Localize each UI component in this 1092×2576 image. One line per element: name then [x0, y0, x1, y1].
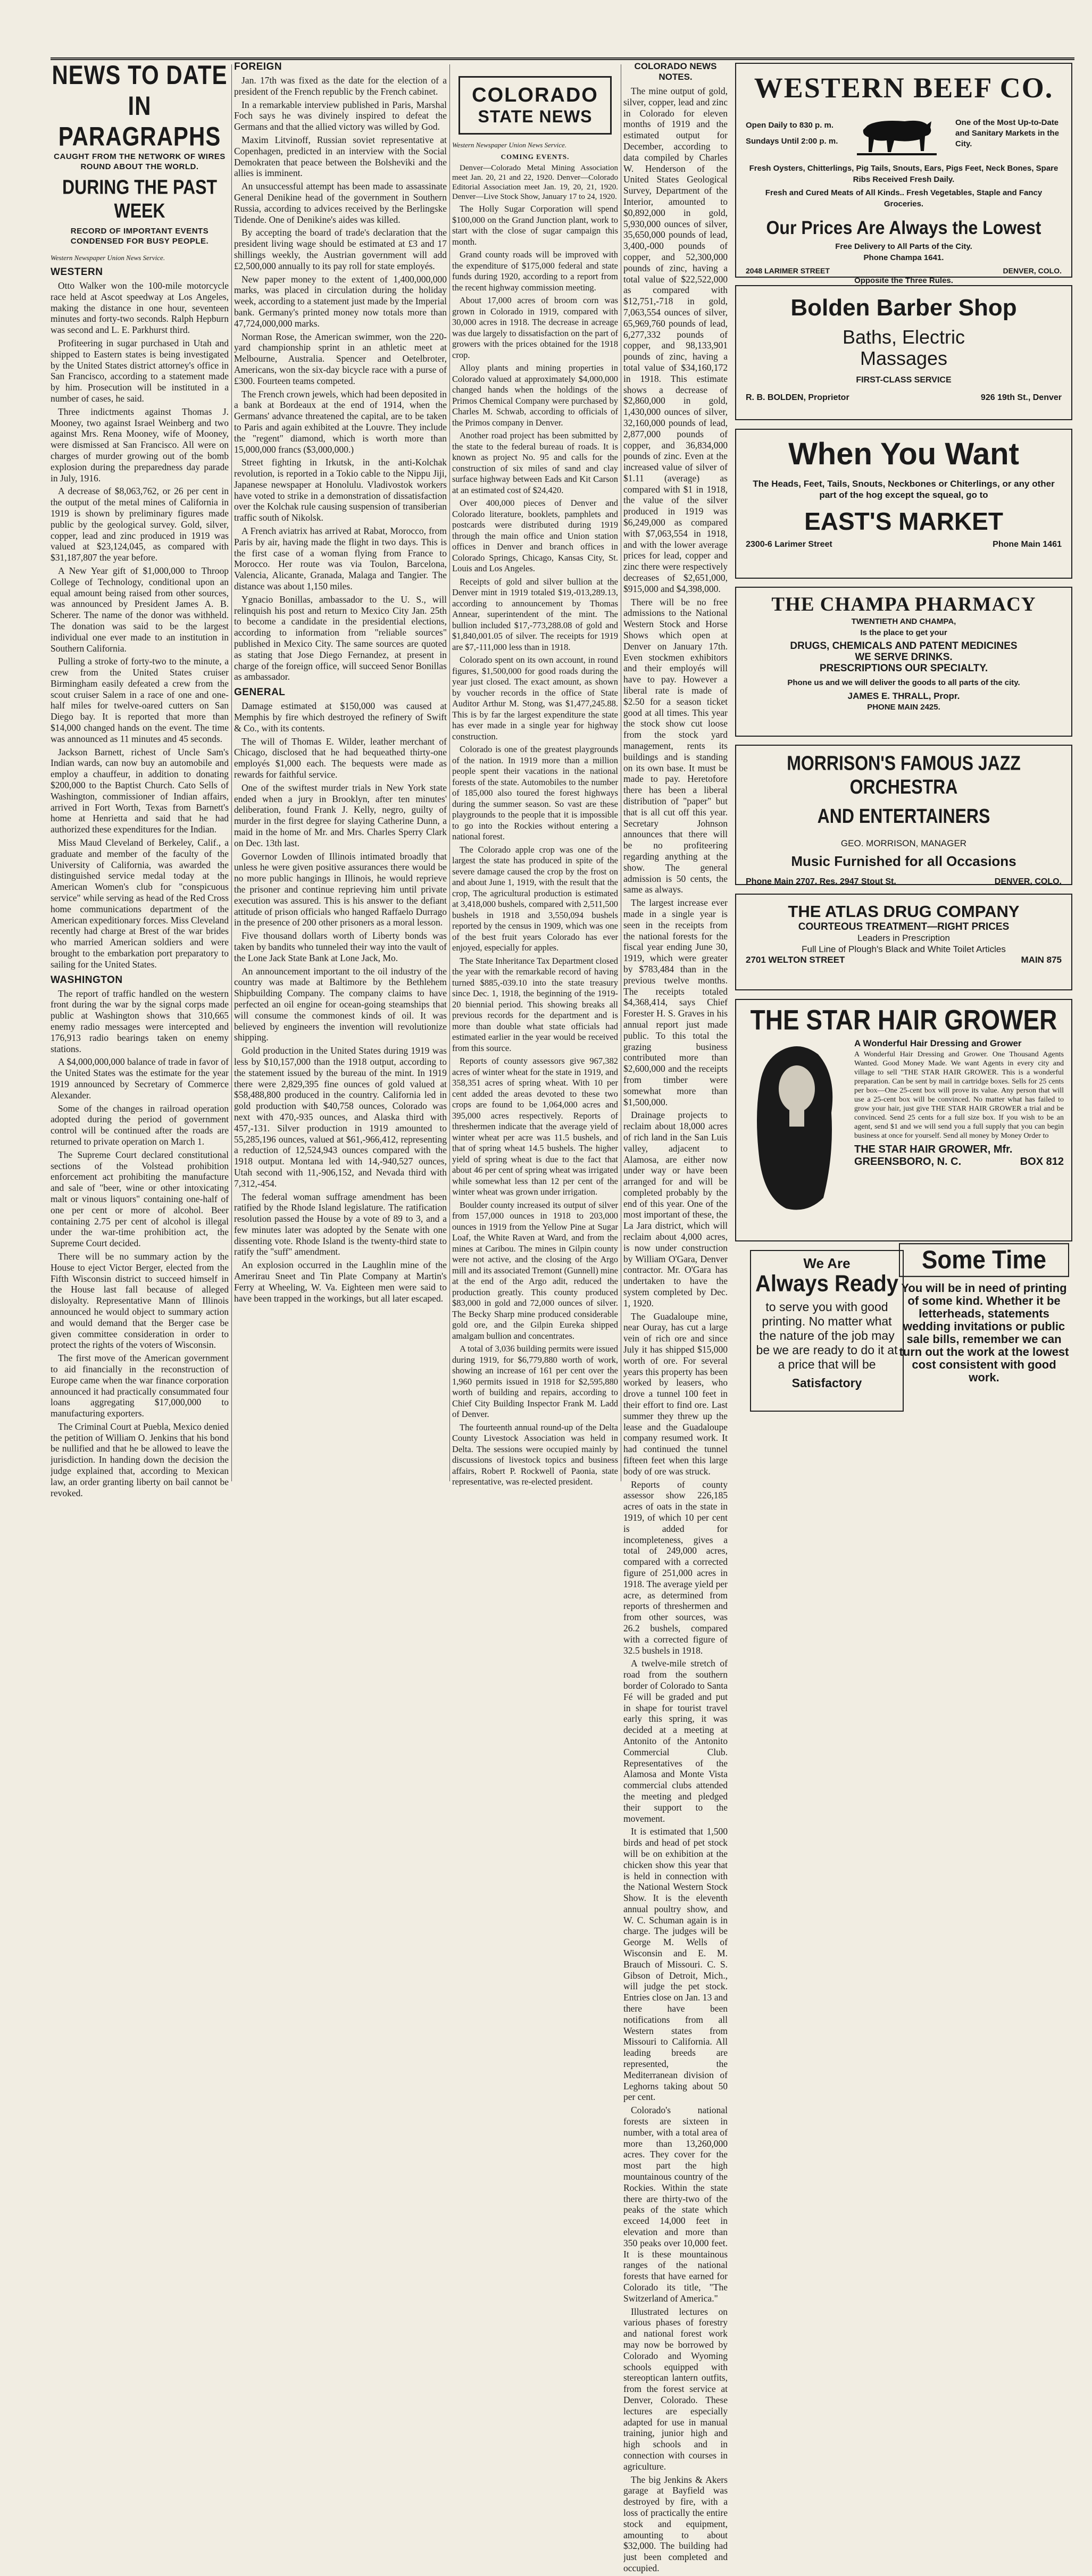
paragraph: Colorado spent on its own account, in round figures, $1,500,000 for good roads during the year just closed. The exact amount, as shown by voucher records in the office of State Auditor Arthur M. Stong, was $1,477,245.88. This is by far the largest expenditure the state has ever made in a single year for highway construction.: [452, 655, 618, 741]
morrison-music: Music Furnished for all Occasions: [791, 853, 1016, 869]
morrison-phone: Phone Main 2707. Res. 2947 Stout St.: [746, 877, 896, 886]
paragraph: Otto Walker won the 100-mile motorcycle race held at Ascot speedway at Los Angeles, making the distance in one hour, seventeen minutes and forty-two seconds. Ralph Hepburn was second and L. E. Parkhurst third.: [51, 280, 229, 336]
paragraph: Grand county roads will be improved with the expenditure of $175,000 federal and state funds during 1920, according to a report from the recent highway commission meeting.: [452, 249, 618, 293]
morrison-title: MORRISON'S FAMOUS JAZZ ORCHESTRA: [787, 751, 1021, 798]
box-title-colorado: COLORADO: [472, 84, 598, 106]
paragraph: Gold production in the United States during 1919 was less by $10,157,000 than the 1918 output, according to the statement issued by the bureau of the mint. In 1919 there were 2,829,395 fine ounces of gold valued at $58,488,800 produced in the country. California led in gold production with $40,758 ounces, Colorado was next with 470,-935 ounces, and Alaska third with 457,-131. Silver production in 1919 amounted to 55,285,196 ounces, valued at $61,-966,412, representing a reduction of 12,524,943 ounces compared with the 1918 output. Montana led with 14,-940,527 ounces, Utah second with 11,-906,152, and Nevada third with 7,312,-454.: [234, 1045, 447, 1189]
star-body: A Wonderful Hair Dressing and Grower. One Thousand Agents Wanted. Good Money Made. We want Agents in every city and village to sell "THE STAR HAIR GROWER. This is a wonderful preparation. Can be sent by mail in cartridge boxes. Sells for 25 cents per box—One 25-cent box will prove its value. Any person that will use a 25-cent box will be convinced. No matter what has failed to grow your hair, just give THE STAR HAIR GROWER a trial and be convinced. Send 25 cents for a full size box. If you wish to be an agent, send $1 and we will send you a full supply that you can begin business at once for yourself. Send all money by Money Order to: [854, 1051, 1064, 1140]
ready-satisfactory: Satisfactory: [791, 1376, 862, 1390]
time-title: Some Time: [899, 1243, 1069, 1277]
east-name: EAST'S MARKET: [804, 507, 1003, 535]
champa-sub: TWENTIETH AND CHAMPA,: [851, 617, 956, 626]
paragraph: A twelve-mile stretch of road from the southern border of Colorado to Santa Fé will be graded and put in shape for tourist travel early this spring, it was decided at a meeting at Antonito of the Antonito Commercial Club. Representatives of the Alamosa and Monte Vista commercial clubs attended the meeting and pledged their support to the movement.: [623, 1658, 728, 1824]
beef-tagline: One of the Most Up-to-Date and Sanitary Markets in the City.: [955, 118, 1060, 148]
section-foreign: FOREIGN: [234, 61, 282, 72]
paragraph: It is estimated that 1,500 birds and head of pet stock will be on exhibition at the chicken show this year that is held in connection with the National Western Stock Show. It is the eleventh annual poultry show, and W. C. Schuman again is in charge. The judges will be George M. Wells of Wisconsin and E. M. Brauch of Missouri. C. S. Gibson of Detroit, Mich., will judge the pet stock. Entries close on Jan. 13 and there have been notifications from all Western states from Missouri to California. All leading breeds are represented, the Mediterranean division of Leghorns taking about 50 per cent.: [623, 1826, 728, 2103]
beef-phone: Phone Champa 1641.: [863, 253, 944, 262]
paragraph: Ygnacio Bonillas, ambassador to the U. S., will relinquish his post and return to Mexico City Jan. 25th to become a candidate in the presidential elections, according to information from "reliable sources" published in Mexico City. The same sources are quoted as stating that Jose Diego Fernandez, at present in charge of the foreign office, will succeed Senor Bonillas as ambassador.: [234, 594, 447, 682]
paragraph: Governor Lowden of Illinois intimated broadly that unless he were given positive assurances there would be no more public hangings in Illinois, he would reprieve the prisoner and continue reprieving him until private execution was assured. This is his answer to the defiant attitude of prison officials who hanged Raffaelo Durrago in the presence of 200 other prisoners as a moral lesson.: [234, 851, 447, 928]
paragraph: In a remarkable interview published in Paris, Marshal Foch says he was divinely inspired to defeat the Germans and that the allied victory was willed by God.: [234, 99, 447, 132]
news-notes-heading: COLORADO NEWS NOTES.: [634, 61, 717, 82]
beef-city: DENVER, COLO.: [1003, 266, 1062, 275]
headline-news-to-date: NEWS TO DATE IN PARAGRAPHS: [52, 60, 228, 152]
paragraph: The Supreme Court declared constitutional sections of the Volstead prohibition enforcement act prohibiting the manufacture and sale of "beer, wine or other intoxicating malt or vinous liquors" containing one-half of one per cent or more of alcohol. Beer containing 2.75 per cent of alcohol is illegal under the war-time prohibition act, the Supreme Court decided.: [51, 1149, 229, 1249]
paragraph: The French crown jewels, which had been deposited in a bank at Bordeaux at the end of 1914, when the Germans' advance threatened the capital, are to be taken to Paris and again exhibited at the Louvre. They include the "regent" diamond, which is worth more than 15,000,000 francs ($3,000,000.): [234, 388, 447, 455]
paragraph: A $4,000,000,000 balance of trade in favor of the United States was the estimate for the year 1919 announced by Secretary of Commerce Alexander.: [51, 1056, 229, 1101]
paragraph: A decrease of $8,063,762, or 26 per cent in the output of the metal mines of California in 1919 is shown by preliminary figures made public by the geological survey. Gold, silver, copper, lead and zinc produced in 1919 was valued at $23,124,045, as compared with $31,187,807 the year before.: [51, 486, 229, 563]
news-service-credit: Western Newspaper Union News Service.: [452, 141, 567, 149]
headline-past-week: DURING THE PAST WEEK: [62, 175, 217, 222]
paragraph: Colorado is one of the greatest playgrounds of the nation. In 1919 more than a million people spent their vacations in the national forests of the state. Automobiles to the number of 185,000 also toured the forest highways during the summer season. So vast are these playgrounds to the people that it is impossible to go into the Rockies without entering a national forest.: [452, 744, 618, 841]
paragraph: The mine output of gold, silver, copper, lead and zinc in Colorado for eleven months of 1919 and the estimated output for December, according to data compiled by Charles W. Henderson of the United States Geological Survey, Department of the Interior, amounted to $0,892,000 in gold, 5,930,000 ounces of silver, 35,650,000 pounds of lead, 3,400,-000 pounds of copper, and 52,300,000 pounds of zinc, having a total value of $22,522,000 as compared with $12,751,-718 in gold, 7,063,554 ounces of silver, 65,969,760 pounds of lead, 6,277,332 pounds of copper, and 98,133,901 pounds of zinc, having a total value of $34,160,172 in 1918. This estimate shows a decrease of $2,860,000 in gold, 1,430,000 ounces of silver, 32,160,000 pounds of lead, 2,877,000 pounds of copper, and 36,834,000 pounds of zinc. Even at the increased value of silver of $1.11 (average) as compared with $1 in 1918, the value of the silver produced in 1919 was $6,249,000 as compared with $7,063,554 in 1918, and with the lower average prices for lead, copper and zinc there were respectively decreases of $2,651,000, $915,000 and $4,398,000.: [623, 86, 728, 594]
star-subtitle: A Wonderful Hair Dressing and Grower: [854, 1038, 1022, 1048]
east-body: The Heads, Feet, Tails, Snouts, Neckbones or Chiterlings, or any other part of the hog except the squeal, go to: [753, 479, 1055, 500]
column-colorado-state-news: [452, 60, 618, 1490]
beef-title: WESTERN BEEF CO.: [754, 72, 1054, 104]
column-foreign-general: [234, 60, 447, 1306]
paragraph: The federal woman suffrage amendment has been ratified by the Rhode Island legislature. The ratification resolution passed the House by a vote of 89 to 3, and a few minutes later was adopted by the Senate with one dissenting vote. Rhode Island is the twenty-third state to ratify the "suff" amendment.: [234, 1191, 447, 1257]
column-rule: [231, 64, 232, 1481]
paragraph: There will be no free admissions to the National Western Stock and Horse Shows which open at Denver on January 17th. Even stockmen exhibitors and their employés will have to pay. However a liberal rate is made of $2.50 for a season ticket good at all times. This year the stock show cut loose from the stock yard management, rents its buildings and is standing on its own base. It must be made to pay. Heretofore there has been a liberal distribution of "paper" but that is all cut off this year. Secretary Johnson announces that there will be no profiteering regarding anything at the show. The general admission is 50 cents, the same as always.: [623, 596, 728, 895]
paragraph: A New Year gift of $1,000,000 to Throop College of Technology, conditional upon an equal amount being raised from other sources, was announced by President James A. B. Scherer. The name of the donor was withheld. The donation was said to be the largest individual one ever made to an institution in Southern California.: [51, 565, 229, 654]
paragraph: The Criminal Court at Puebla, Mexico denied the petition of William O. Jenkins that his bond be nullified and that he be allowed to leave the jurisdiction. In handing down the decision the judge explained that, according to Mexican law, an order granting liberty on bail cannot be revoked.: [51, 1421, 229, 1498]
time-body: You will be in need of printing of some kind. Whether it be letterheads, statements wedding invitations or public sale bills, remember we can turn out the work at the lowest cost consistent with good work.: [899, 1281, 1069, 1384]
paragraph: The Guadaloupe mine, near Ouray, has cut a large vein of rich ore and since July it has shipped $15,000 worth of ore. For several years this property has been worked by leasers, who drove a tunnel 100 feet in their effort to find ore. Last summer they threw up the lease and the Guadaloupe company resumed work. It had continued the tunnel fifteen feet when this large body of ore was struck.: [623, 1311, 728, 1477]
paragraph: One of the swiftest murder trials in New York state ended when a jury in Brooklyn, after ten minutes' deliberation, found Frank J. Kelly, negro, guilty of murder in the first degree for slaying Catherine Dunn, a maid in the home of Mr. and Mrs. Charles Sperry Clark on Dec. 13th last.: [234, 782, 447, 848]
paragraph: The Colorado apple crop was one of the largest the state has produced in spite of the severe damage caused the crop by the frost on and about June 1, 1919, with the result that the crop, The agricultural production is estimated at 3,418,000 bushels, compared with 2,511,500 bushels in 1918 and 3,550,094 bushels reported by the census in 1909, which was one of the best fruit years Colorado has ever enjoyed, especially for apples.: [452, 844, 618, 953]
champa-proprietor: JAMES E. THRALL, Propr.: [847, 691, 960, 701]
coming-events-heading: COMING EVENTS.: [501, 153, 570, 161]
beef-hours-sunday: Sundays Until 2:00 p. m.: [746, 137, 838, 146]
ad-easts-market: [735, 429, 1072, 579]
atlas-line: Full Line of Plough's Black and White Toilet Articles: [802, 944, 1006, 954]
ad-bolden-barber: [735, 285, 1072, 420]
ad-western-beef: [735, 63, 1072, 285]
beef-address: 2048 LARIMER STREET: [746, 266, 830, 275]
bolden-baths: Baths, Electric: [842, 326, 965, 348]
column-rule: [449, 64, 450, 1481]
paragraph: There will be no summary action by the House to eject Victor Berger, elected from the Fifth Wisconsin district to succeed himself in the House last fall because of alleged disloyalty. Representative Mann of Illinois announced he would object to summary action and would demand that the Berger case be given committee consideration in order to protect the rights of the voters of Wisconsin.: [51, 1251, 229, 1350]
east-headline: When You Want: [788, 437, 1019, 471]
paragraph: The first move of the American government to aid financially in the reconstruction of Europe came when the war finance corporation announced it had practically consummated four loans aggregating $17,000,000 to manufacturing exporters.: [51, 1353, 229, 1419]
column-news-notes-body: [623, 60, 728, 2576]
paragraph: An announcement important to the oil industry of the country was made at Baltimore by the Bethlehem Shipbuilding Company. The company claims to have perfected an oil engine for ocean-going steamships that will consume the commonest kinds of oil. It was believed by engineers the invention will revolutionize shipping.: [234, 965, 447, 1043]
paragraph: Pulling a stroke of forty-two to the minute, a crew from the United States cruiser Birmingham easily defeated a crew from the scout cruiser Salem in a race of one and one-half miles for twelve-oared cutters on San Diego bay. It is reported that more than $14,000 changed hands on the event. The time was announced as 11 minutes and 45 seconds.: [51, 656, 229, 744]
paragraph: Illustrated lectures on various phases of forestry and national forest work may now be borrowed by Colorado and Wyoming schools equipped with stereoptican lantern outfits, from the forest service at Denver, Colorado. These lectures are especially adapted for use in manual training, junior high and high schools and in connection with courses in agriculture.: [623, 2306, 728, 2472]
paragraph: The State Inheritance Tax Department closed the year with the remarkable record of having turned $885,-039.10 into the state treasury since Dec. 1, 1918, the beginning of the 1919-20 biennial period. This showing breaks all previous records for the department and is more than double what state officials had estimated earlier in the year would be received from this source.: [452, 955, 618, 1053]
section-washington: WASHINGTON: [51, 974, 123, 986]
beef-fresh-items: Fresh Oysters, Chitterlings, Pig Tails, Snouts, Ears, Pigs Feet, Neck Bones, Spare Ribs Received Fresh Daily.: [749, 164, 1058, 184]
paragraph: The big Jenkins & Akers garage at Bayfield was destroyed by fire, with a loss of practically the entire stock and equipment, amounting to about $32,000. The building had just been completed and occupied.: [623, 2474, 728, 2573]
champa-drinks: WE SERVE DRINKS.: [855, 652, 953, 663]
champa-place: Is the place to get your: [860, 628, 947, 637]
beef-delivery: Free Delivery to All Parts of the City.: [835, 242, 972, 251]
atlas-address: 2701 WELTON STREET: [746, 955, 845, 965]
paragraph: Alloy plants and mining properties in Colorado valued at approximately $4,000,000 changed hands when the holdings of the Primos Chemical Company were purchased by Charles M. Schwab, according to officials of the Primos company in Denver.: [452, 363, 618, 428]
ad-atlas-drug: [735, 894, 1072, 990]
ad-star-hair-grower: [735, 999, 1072, 1241]
woman-portrait-icon: [744, 1038, 850, 1214]
paragraph: By accepting the board of trade's declaration that the president living wage should be estimated at £3 and 17 shillings weekly, the Austrian government will add £2,500,000 annually to its pay roll for state employés.: [234, 227, 447, 271]
paragraph: Norman Rose, the American swimmer, won the 220-yard championship sprint in an athletic meet at Melbourne, Australia. Spencer and Oetelbroter, Americans, won the six-day bicycle race with a purse of £300. Fourteen teams competed.: [234, 331, 447, 386]
deck-network-of-wires: CAUGHT FROM THE NETWORK OF WIRES ROUND ABOUT THE WORLD.: [54, 152, 226, 171]
beef-opposite: Opposite the Three Rules.: [854, 276, 953, 285]
morrison-city: DENVER, COLO.: [994, 877, 1062, 886]
paragraph: Maxim Litvinoff, Russian soviet representative at Copenhagen, predicted in an interview with the Social Demokraten that peace between the Bolsheviki and the allies is imminent.: [234, 134, 447, 179]
paragraph: The will of Thomas E. Wilder, leather merchant of Chicago, disclosed that he had bequeathed thirty-one employés $1,000 each. The bequests were made as rewards for faithful service.: [234, 736, 447, 780]
ready-title: Always Ready: [755, 1270, 899, 1297]
star-mfr: THE STAR HAIR GROWER, Mfr.: [854, 1144, 1013, 1155]
beef-hours-daily: Open Daily to 830 p. m.: [746, 121, 834, 130]
beef-slogan: Our Prices Are Always the Lowest: [766, 217, 1041, 238]
paragraph: Jackson Barnett, richest of Uncle Sam's Indian wards, can now buy an automobile and employ a chauffeur, in addition to donating $200,000 to the Baptist Church. Cato Sells of Washington, commissioner of Indian affairs, arrived in Fort Worth, Texas from Barnett's home at Henrietta and said that he had authorized these expenditures for the Indian.: [51, 746, 229, 835]
paragraph: Another road project has been submitted by the state to the federal bureau of roads. It is known as project No. 95 and calls for the construction of six miles of sand and clay surface highway between Eads and Kit Carson at an estimated cost of $24,420.: [452, 430, 618, 495]
coming-events-list: Denver—Colorado Metal Mining Association meet Jan. 20, 21 and 22, 1920. Denver—Colorado Editorial Association meet Jan. 19, 20, 21, 1920. Denver—Live Stock Show, January 17 to 24, 1920.: [452, 164, 618, 201]
ad-always-ready: [750, 1250, 904, 1412]
paragraph: Colorado's national forests are sixteen in number, with a total area of more than 13,260,000 acres. They cover for the most part the high mountainous country of the Rockies. Within the state there are thirty-two of the peaks of the state which exceed 14,000 feet in elevation and more than 350 peaks over 10,000 feet. It is these mountainous ranges of the national forests that have earned for Colorado its title, "The Switzerland of America.": [623, 2105, 728, 2304]
ad-some-time: [899, 1245, 1069, 1415]
paragraph: Five thousand dollars worth of Liberty bonds was taken by bandits who tunneled their way into the vault of the Lone Jack State Bank at Lone Jack, Mo.: [234, 930, 447, 963]
paragraph: Boulder county increased its output of silver from 157,000 ounces in 1918 to 203,000 ounces in 1919 from the Yellow Pine at Sugar Loaf, the White Raven at Ward, and from the mines at Caribou. The mines in Gilpin county were not active, and the closing of the Argo mill and its associated Tremont (Gunnell) mine at the end of the Argo adit, reduced the production greatly. This county produced $83,000 in gold and 72,000 ounces of silver. The Becky Sharp mine produced considerable gold ore, and the Gilpin Eureka shipped amalgam bullion and concentrates.: [452, 1199, 618, 1341]
ready-body: to serve you with good printing. No matter what the nature of the job may be we are ready to do it at a price that will be: [756, 1300, 898, 1371]
champa-title: THE CHAMPA PHARMACY: [771, 594, 1036, 615]
paragraph: The Holly Sugar Corporation will spend $100,000 on the Grand Junction plant, work to start with the close of sugar campaign this month.: [452, 204, 618, 247]
bolden-owner: R. B. BOLDEN, Proprietor: [746, 393, 849, 402]
box-title-state-news: STATE NEWS: [478, 107, 593, 126]
paragraph: Over 400,000 pieces of Denver and Colorado literature, booklets, pamphlets and postcards were distributed during 1919 through the main office and Union station offices in Denver and branch offices in Colorado Springs, Chicago, Kansas City, St. Louis and Los Angeles.: [452, 498, 618, 573]
paragraph: Some of the changes in railroad operation adopted during the period of government control will be continued after the roads are returned to private operation on March 1.: [51, 1103, 229, 1147]
paragraph: Jan. 17th was fixed as the date for the election of a president of the French republic by the French cabinet.: [234, 75, 447, 97]
paragraph: Drainage projects to reclaim about 18,000 acres of rich land in the San Luis valley, adjacent to Alamosa, are either now under way or have been arranged for and will be completed probably by the end of this year. One of the most important of these, the La Jara district, which will reclaim about 4,000 acres, is now under construction by William O'Gara, Denver contractor. Mr. O'Gara has undertaken to have the system completed by Dec. 1, 1920.: [623, 1110, 728, 1308]
beef-meats-line: Fresh and Cured Meats of All Kinds.. Fresh Vegetables, Staple and Fancy Groceries.: [765, 188, 1043, 209]
champa-prescriptions: PRESCRIPTIONS OUR SPECIALTY.: [819, 663, 988, 674]
paragraph: A French aviatrix has arrived at Rabat, Morocco, from Paris by air, having made the flight in two days. This is the first case of a woman flying from France to Morocco. Her route was via Toulon, Barcelona, Valencia, Alicante, Granada, Malaga and Tangier. The distance was about 1,150 miles.: [234, 526, 447, 592]
champa-phone: PHONE MAIN 2425.: [867, 703, 940, 712]
bolden-massages: Massages: [860, 347, 948, 369]
column-news-to-date: [51, 60, 229, 1500]
section-general: GENERAL: [234, 687, 286, 698]
paragraph: New paper money to the extent of 1,400,000,000 marks, was placed in circulation during the holiday week, according to a statement just made by the Imperial bank. Germany's printed money now totals more than 47,724,000,000 marks.: [234, 273, 447, 329]
paragraph: A total of 3,036 building permits were issued during 1919, for $6,779,880 worth of work, showing an increase of 161 per cent over the 1,960 permits issued in 1918 for $2,595,880 worth of building and repairs, according to Chief City Building Inspector Frank M. Ladd of Denver.: [452, 1344, 618, 1419]
paragraph: An unsuccessful attempt has been made to assassinate General Denikine head of the government in Southern Russia, according to advices received by the Berlingske Tidende. One of Denikine's aides was killed.: [234, 181, 447, 225]
morrison-manager: GEO. MORRISON, MANAGER: [840, 838, 967, 848]
bolden-service: FIRST-CLASS SERVICE: [856, 376, 952, 385]
champa-drugs: DRUGS, CHEMICALS AND PATENT MEDICINES: [790, 640, 1018, 652]
ready-we-are: We Are: [803, 1255, 851, 1271]
news-service-credit: Western Newspaper Union News Service.: [51, 254, 165, 262]
atlas-leaders: Leaders in Prescription: [857, 933, 950, 943]
atlas-title: THE ATLAS DRUG COMPANY: [788, 902, 1020, 921]
atlas-phone: MAIN 875: [1021, 955, 1062, 965]
ad-champa-pharmacy: [735, 587, 1072, 737]
paragraph: The report of traffic handled on the western front during the war by the signal corps made public at Washington shows that 310,665 enemy radio messages were intercepted and 176,913 radio bearings taken on enemy stations.: [51, 988, 229, 1054]
paragraph: Reports of county assessors give 967,382 acres of winter wheat for the state in 1919, and 358,351 acres of spring wheat. With 10 per cent added the areas devoted to these two crops are found to be 1,064,000 acres and 395,000 acres respectively. Reports of threshermen indicate that the average yield of winter wheat per acre was 11.5 bushels, and that of spring wheat 14.5 bushels. The higher yield of spring wheat is due to the fact that about 46 per cent of spring wheat was irrigated while somewhat less than 12 per cent of the winter wheat was grown under irrigation.: [452, 1056, 618, 1197]
paragraph: The fourteenth annual round-up of the Delta County Livestock Association was held in Delta. The sessions were occupied mainly by discussions of livestock topics and business affairs, Robert P. Rockwell of Paonia, state representative, was re-elected president.: [452, 1422, 618, 1487]
star-box: BOX 812: [1020, 1156, 1064, 1168]
paragraph: Receipts of gold and silver bullion at the Denver mint in 1919 totaled $19,-013,289.13, according to announcement by Thomas Annear, superintendent of the mint. The bullion included $17,-773,288.08 of gold and $1,840,001.05 of silver. The receipts for 1919 are $7,-111,000 less than in 1918.: [452, 576, 618, 652]
champa-delivery: Phone us and we will deliver the goods to all parts of the city.: [787, 678, 1020, 687]
deck-record-events: RECORD OF IMPORTANT EVENTS CONDENSED FOR BUSY PEOPLE.: [70, 227, 209, 246]
paragraph: An explosion occurred in the Laughlin mine of the Amerirau Sneet and Tin Plate Company at Martin's Ferry at Wheeling, W. Va. Eighteen men were said to have been trapped in the workings, but all later escaped.: [234, 1260, 447, 1304]
paragraph: About 17,000 acres of broom corn was grown in Colorado in 1919, compared with 30,000 acres in 1918. The decrease in acreage was due largely to dissatisfaction on the part of growers with the prices obtained for the 1918 crop.: [452, 295, 618, 360]
paragraph: Three indictments against Thomas J. Mooney, two against Israel Weinberg and two against Mrs. Rena Mooney, wife of Mooney, were dismissed at San Francisco. All were on charges of murder growing out of the bomb explosion during the preparedness day parade in July, 1916.: [51, 406, 229, 483]
paragraph: The largest increase ever made in a single year is seen in the receipts from the national forests for the fiscal year ending June 30, 1919, which were greater by $783,484 than in the previous twelve months. The receipts totaled $4,368,414, says Chief Forester H. S. Graves in his annual report just made public. To this total the grazing business contributed more than $2,600,000 and the receipts from timber were somewhat more than $1,500,000.: [623, 897, 728, 1107]
east-phone: Phone Main 1461: [993, 540, 1062, 549]
bull-icon: [857, 110, 937, 157]
ad-morrison-orchestra: [735, 745, 1072, 885]
colorado-state-news-box: [459, 76, 612, 135]
paragraph: Damage estimated at $150,000 was caused at Memphis by fire which destroyed the refinery of Swift & Co., with its contents.: [234, 701, 447, 733]
bolden-address: 926 19th St., Denver: [980, 393, 1062, 402]
east-address: 2300-6 Larimer Street: [746, 540, 832, 549]
paragraph: Miss Maud Cleveland of Berkeley, Calif., a graduate and member of the faculty of the University of California, was awarded the distinguished service medal today at the American Women's club for "conspicuous service" while serving as head of the Red Cross home communications department of the American expeditionary forces. Miss Cleveland recently had charge at Brest of the war brides who married American soldiers and were brought to the embarkation port preparatory to sailing for the United States.: [51, 837, 229, 970]
paragraph: Street fighting in Irkutsk, in the anti-Kolchak revolution, is reported in a Tokio cable to the Nippu Jiji, Japanese newspaper at Honolulu. Vladivostok workers have voted to strike in a demonstration of dissatisfaction over the Kolchak rule causing suspension of transiberian traffic south of Nikolsk.: [234, 457, 447, 523]
morrison-entertainers: AND ENTERTAINERS: [817, 804, 990, 828]
section-western: WESTERN: [51, 266, 103, 278]
star-title: THE STAR HAIR GROWER: [750, 1004, 1057, 1036]
atlas-treatment: COURTEOUS TREATMENT—RIGHT PRICES: [798, 921, 1010, 932]
paragraph: Profiteering in sugar purchased in Utah and shipped to Eastern states is being investigated by the United States district attorney's office in San Francisco, according to a statement made by him. Prosecution will be instituted in a number of cases, he said.: [51, 337, 229, 404]
paragraph: Reports of county assessor show 226,185 acres of oats in the state in 1919, of which 10 per cent is added for incompleteness, gives a total of 249,000 acres, compared with a corrected figure of 251,000 acres in 1918. The average yield per acre, as determined from reports of threshermen and from other sources, was 26.2 bushels, compared with a corrected figure of 32.5 bushels in 1918.: [623, 1479, 728, 1656]
star-city: GREENSBORO, N. C.: [854, 1156, 962, 1168]
bolden-title: Bolden Barber Shop: [790, 295, 1017, 321]
